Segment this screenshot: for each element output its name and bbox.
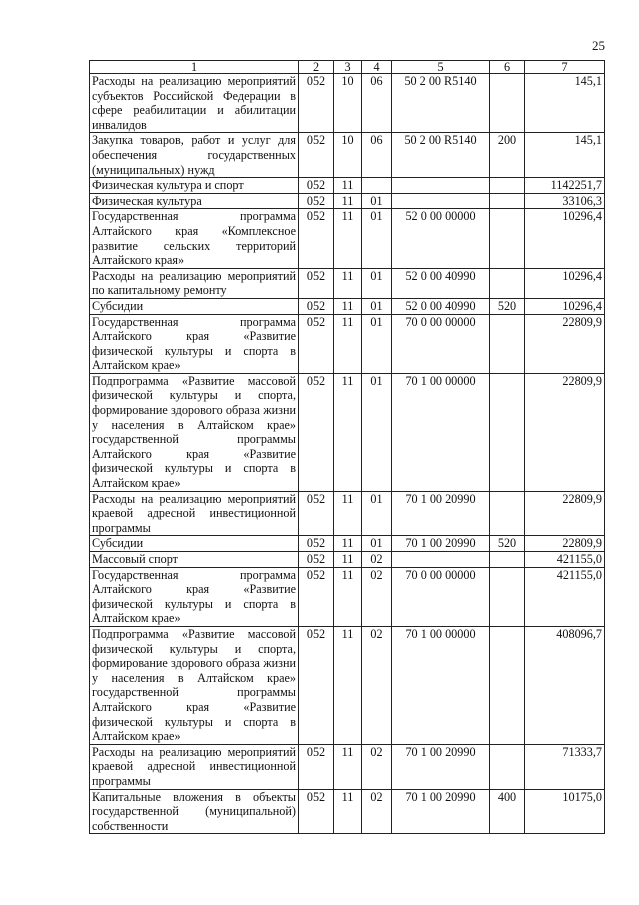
ministry-code: 052 — [299, 314, 334, 373]
subsection-code: 01 — [362, 314, 392, 373]
row-name: Расходы на реализацию мероприятий субъектов Российской Федерации в сфере реабилитации и абилитации инвалидов — [90, 74, 299, 133]
section-code: 11 — [334, 193, 362, 209]
expense-kind-code — [490, 74, 525, 133]
row-name: Подпрограмма «Развитие массовой физической культуры и спорта, формирование здорового образа жизни у населения в Алтайском крае» государственной программы Алтайского края «Развитие физической культуры и спорта в Алтайском крае» — [90, 626, 299, 744]
ministry-code: 052 — [299, 567, 334, 626]
section-code: 11 — [334, 536, 362, 552]
amount: 1142251,7 — [525, 178, 605, 194]
expense-kind-code — [490, 626, 525, 744]
subsection-code: 01 — [362, 373, 392, 491]
target-article-code — [392, 193, 490, 209]
table-row — [90, 626, 605, 744]
subsection-code: 01 — [362, 536, 392, 552]
table-row — [90, 298, 605, 314]
target-article-code: 52 0 00 40990 — [392, 268, 490, 298]
subsection-code: 01 — [362, 193, 392, 209]
expense-kind-code — [490, 209, 525, 268]
column-header: 2 — [299, 61, 334, 74]
section-code: 11 — [334, 373, 362, 491]
row-name: Физическая культура — [90, 193, 299, 209]
row-name: Государственная программа Алтайского края «Комплексное развитие сельских территорий Алтайского края» — [90, 209, 299, 268]
section-code: 11 — [334, 209, 362, 268]
expense-kind-code — [490, 373, 525, 491]
amount: 145,1 — [525, 133, 605, 178]
target-article-code: 70 1 00 00000 — [392, 373, 490, 491]
target-article-code: 70 1 00 20990 — [392, 789, 490, 834]
amount: 22809,9 — [525, 491, 605, 536]
table-row — [90, 133, 605, 178]
ministry-code: 052 — [299, 789, 334, 834]
ministry-code: 052 — [299, 491, 334, 536]
target-article-code: 70 1 00 20990 — [392, 491, 490, 536]
amount: 10296,4 — [525, 298, 605, 314]
row-name: Массовый спорт — [90, 552, 299, 568]
amount: 22809,9 — [525, 536, 605, 552]
amount: 10296,4 — [525, 209, 605, 268]
section-code: 11 — [334, 552, 362, 568]
amount: 22809,9 — [525, 314, 605, 373]
amount: 408096,7 — [525, 626, 605, 744]
row-name: Физическая культура и спорт — [90, 178, 299, 194]
section-code: 11 — [334, 744, 362, 789]
table-row — [90, 567, 605, 626]
budget-table — [89, 60, 605, 834]
ministry-code: 052 — [299, 74, 334, 133]
ministry-code: 052 — [299, 373, 334, 491]
expense-kind-code — [490, 567, 525, 626]
table-row — [90, 536, 605, 552]
table-row — [90, 373, 605, 491]
table-row — [90, 193, 605, 209]
target-article-code: 70 0 00 00000 — [392, 314, 490, 373]
subsection-code: 01 — [362, 491, 392, 536]
row-name: Субсидии — [90, 536, 299, 552]
subsection-code: 02 — [362, 552, 392, 568]
table-header-row — [90, 61, 605, 74]
subsection-code: 02 — [362, 567, 392, 626]
ministry-code: 052 — [299, 133, 334, 178]
amount: 421155,0 — [525, 552, 605, 568]
amount: 145,1 — [525, 74, 605, 133]
section-code: 11 — [334, 298, 362, 314]
expense-kind-code: 520 — [490, 298, 525, 314]
section-code: 11 — [334, 491, 362, 536]
row-name: Расходы на реализацию мероприятий краевой адресной инвестиционной программы — [90, 744, 299, 789]
table-row — [90, 268, 605, 298]
target-article-code: 70 1 00 00000 — [392, 626, 490, 744]
expense-kind-code — [490, 193, 525, 209]
ministry-code: 052 — [299, 552, 334, 568]
row-name: Расходы на реализацию мероприятий по капитальному ремонту — [90, 268, 299, 298]
target-article-code — [392, 552, 490, 568]
section-code: 11 — [334, 178, 362, 194]
page-number: 25 — [592, 38, 605, 53]
ministry-code: 052 — [299, 744, 334, 789]
row-name: Государственная программа Алтайского края «Развитие физической культуры и спорта в Алтайском крае» — [90, 567, 299, 626]
expense-kind-code: 200 — [490, 133, 525, 178]
column-header: 5 — [392, 61, 490, 74]
column-header: 3 — [334, 61, 362, 74]
subsection-code: 01 — [362, 268, 392, 298]
section-code: 11 — [334, 567, 362, 626]
column-header: 7 — [525, 61, 605, 74]
target-article-code: 50 2 00 R5140 — [392, 133, 490, 178]
target-article-code: 50 2 00 R5140 — [392, 74, 490, 133]
table-row — [90, 74, 605, 133]
target-article-code: 70 0 00 00000 — [392, 567, 490, 626]
ministry-code: 052 — [299, 536, 334, 552]
subsection-code: 06 — [362, 74, 392, 133]
subsection-code — [362, 178, 392, 194]
target-article-code: 52 0 00 40990 — [392, 298, 490, 314]
ministry-code: 052 — [299, 178, 334, 194]
table-row — [90, 314, 605, 373]
row-name: Субсидии — [90, 298, 299, 314]
table-body — [90, 74, 605, 834]
target-article-code — [392, 178, 490, 194]
expense-kind-code — [490, 314, 525, 373]
subsection-code: 02 — [362, 744, 392, 789]
section-code: 10 — [334, 133, 362, 178]
table-row — [90, 744, 605, 789]
subsection-code: 02 — [362, 789, 392, 834]
expense-kind-code — [490, 552, 525, 568]
row-name: Государственная программа Алтайского края «Развитие физической культуры и спорта в Алтайском крае» — [90, 314, 299, 373]
expense-kind-code — [490, 268, 525, 298]
ministry-code: 052 — [299, 268, 334, 298]
section-code: 11 — [334, 314, 362, 373]
amount: 421155,0 — [525, 567, 605, 626]
target-article-code: 70 1 00 20990 — [392, 536, 490, 552]
amount: 71333,7 — [525, 744, 605, 789]
ministry-code: 052 — [299, 626, 334, 744]
table-row — [90, 178, 605, 194]
ministry-code: 052 — [299, 298, 334, 314]
row-name: Расходы на реализацию мероприятий краевой адресной инвестиционной программы — [90, 491, 299, 536]
section-code: 10 — [334, 74, 362, 133]
column-header: 6 — [490, 61, 525, 74]
row-name: Закупка товаров, работ и услуг для обеспечения государственных (муниципальных) нужд — [90, 133, 299, 178]
amount: 10175,0 — [525, 789, 605, 834]
row-name: Капитальные вложения в объекты государственной (муниципальной) собственности — [90, 789, 299, 834]
table-row — [90, 789, 605, 834]
target-article-code: 70 1 00 20990 — [392, 744, 490, 789]
subsection-code: 02 — [362, 626, 392, 744]
column-header: 1 — [90, 61, 299, 74]
ministry-code: 052 — [299, 193, 334, 209]
target-article-code: 52 0 00 00000 — [392, 209, 490, 268]
subsection-code: 01 — [362, 209, 392, 268]
expense-kind-code — [490, 178, 525, 194]
amount: 10296,4 — [525, 268, 605, 298]
expense-kind-code — [490, 744, 525, 789]
amount: 22809,9 — [525, 373, 605, 491]
table-row — [90, 491, 605, 536]
section-code: 11 — [334, 626, 362, 744]
subsection-code: 01 — [362, 298, 392, 314]
ministry-code: 052 — [299, 209, 334, 268]
section-code: 11 — [334, 789, 362, 834]
section-code: 11 — [334, 268, 362, 298]
subsection-code: 06 — [362, 133, 392, 178]
expense-kind-code: 520 — [490, 536, 525, 552]
expense-kind-code — [490, 491, 525, 536]
column-header: 4 — [362, 61, 392, 74]
amount: 33106,3 — [525, 193, 605, 209]
table-row — [90, 552, 605, 568]
row-name: Подпрограмма «Развитие массовой физической культуры и спорта, формирование здорового образа жизни у населения в Алтайском крае» государственной программы Алтайского края «Развитие физической культуры и спорта в Алтайском крае» — [90, 373, 299, 491]
expense-kind-code: 400 — [490, 789, 525, 834]
table-row — [90, 209, 605, 268]
